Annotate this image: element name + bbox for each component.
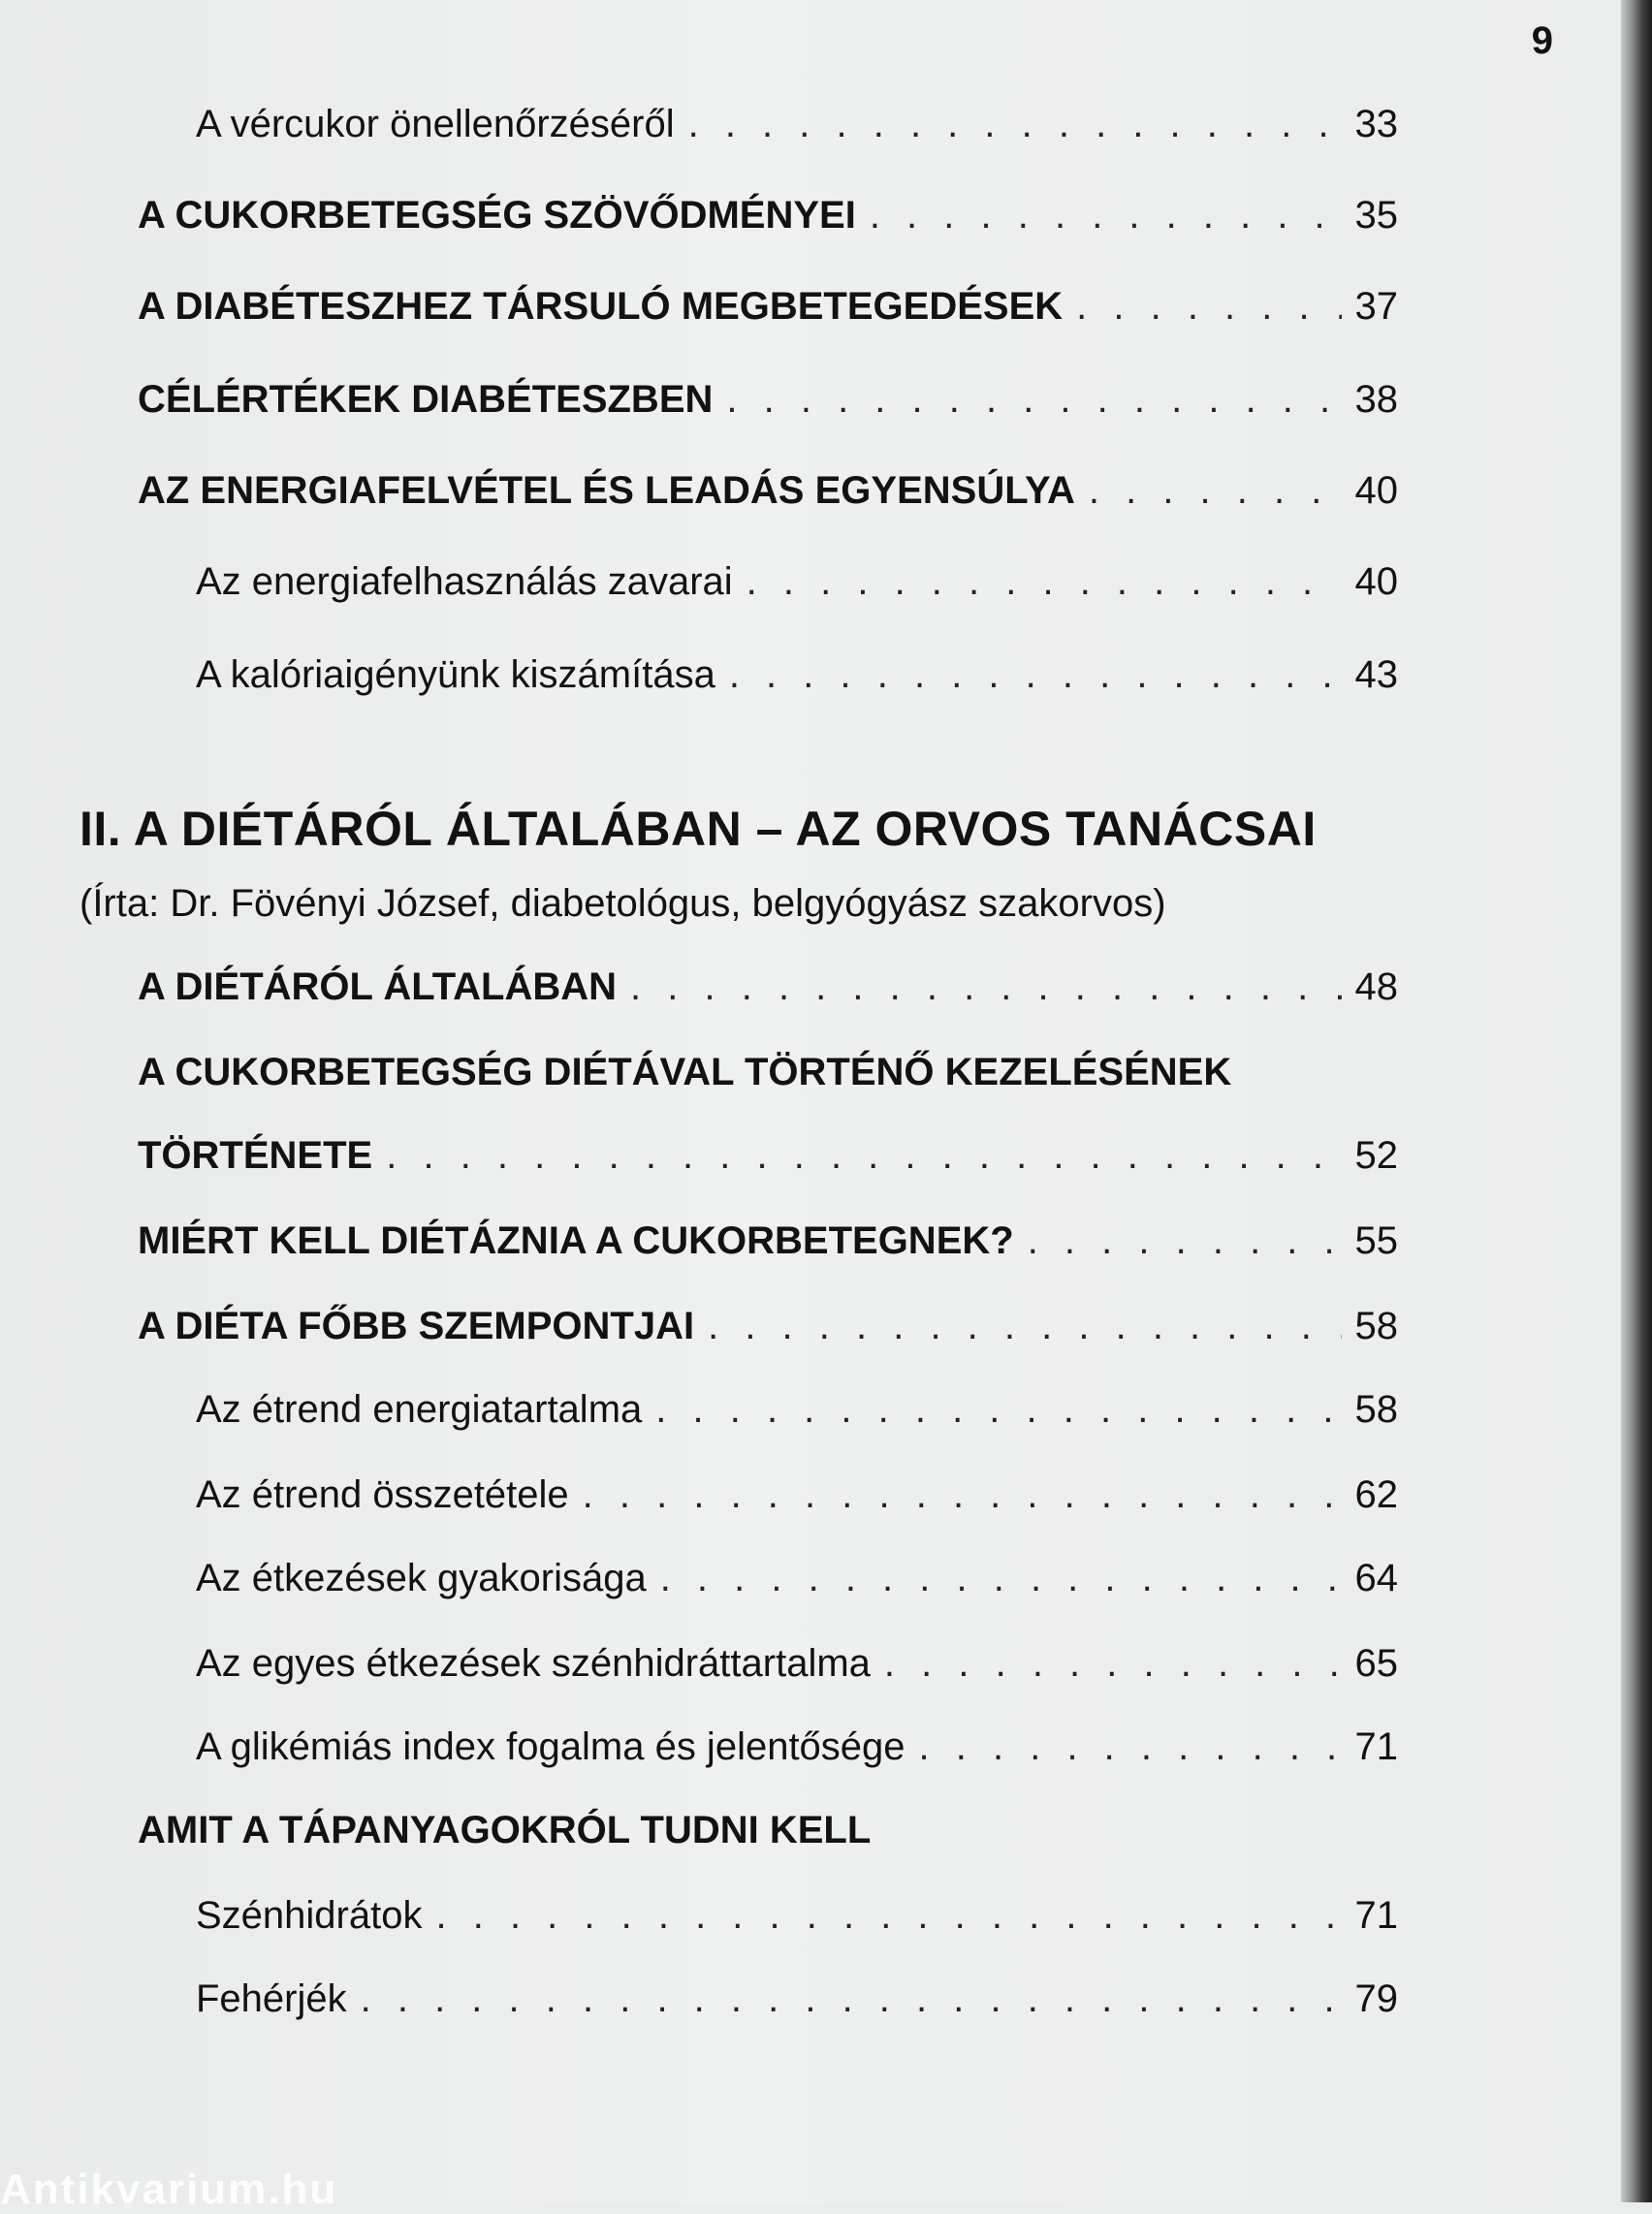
toc-entry-page: 43 [1354,653,1398,696]
toc-entry-page: 65 [1354,1642,1398,1685]
page-edge-shadow [1621,0,1652,2202]
toc-leader-dots [747,560,1342,604]
toc-leader-dots [660,1557,1342,1600]
toc-entry-title: Az étrend energiatartalma [196,1388,643,1431]
toc-entry-page: 35 [1354,194,1398,237]
toc-entry [0,965,1398,1009]
page-number: 9 [1531,19,1553,62]
toc-leader-dots [1028,1219,1342,1263]
toc-entry [0,1557,1398,1600]
toc-entry [0,194,1398,237]
toc-leader-dots [708,1305,1341,1348]
toc-entry-title: MIÉRT KELL DIÉTÁZNIA A CUKORBETEGNEK? [138,1219,1014,1262]
watermark: Antikvarium.hu [0,2166,338,2213]
toc-leader-dots [688,103,1342,146]
toc-entry-title: A DIÉTÁRÓL ÁLTALÁBAN [138,965,618,1008]
toc-entry-page: 33 [1354,103,1398,145]
toc-entry [0,1977,1398,2021]
toc-entry-title: Az étkezések gyakorisága [196,1557,647,1599]
toc-entry-page: 79 [1354,1977,1398,2020]
toc-entry-page: 71 [1354,1725,1398,1768]
toc-entry-page: 40 [1354,560,1398,603]
toc-entry-title: A CUKORBETEGSÉG SZÖVŐDMÉNYEI [138,194,856,237]
toc-leader-dots [919,1725,1342,1769]
toc-leader-dots [630,965,1341,1009]
toc-leader-dots [1076,285,1341,329]
toc-entry [0,653,1398,697]
toc-leader-dots [1089,469,1342,513]
toc-entry-title: CÉLÉRTÉKEK DIABÉTESZBEN [138,378,714,421]
toc-entry [0,1305,1398,1348]
toc-entry-page: 52 [1354,1134,1398,1177]
toc-entry-title: TÖRTÉNETE [138,1134,373,1177]
toc-entry [0,285,1398,329]
toc-entry-page: 48 [1354,965,1398,1008]
toc-entry-page: 58 [1354,1305,1398,1347]
toc-entry-title-line: A CUKORBETEGSÉG DIÉTÁVAL TÖRTÉNŐ KEZELÉSÉNEK [138,1051,1232,1093]
toc-entry [0,103,1398,146]
toc-entry [0,1725,1398,1769]
toc-entry-page: 55 [1354,1219,1398,1262]
toc-entry-title: A DIÉTA FŐBB SZEMPONTJAI [138,1305,695,1347]
toc-entry-page: 37 [1354,285,1398,328]
toc-entry [0,1134,1398,1178]
toc-leader-dots [870,194,1342,237]
toc-entry-title: Az étrend összetétele [196,1473,569,1516]
toc-entry [0,1219,1398,1263]
toc-entry [0,469,1398,513]
toc-entry-page: 64 [1354,1557,1398,1599]
toc-entry-page: 71 [1354,1894,1398,1937]
toc-entry-title: Az egyes étkezések szénhidráttartalma [196,1642,871,1685]
toc-leader-dots [726,378,1341,422]
toc-leader-dots [884,1642,1342,1686]
toc-entry-title: AZ ENERGIAFELVÉTEL ÉS LEADÁS EGYENSÚLYA [138,469,1075,512]
toc-leader-dots [386,1134,1341,1178]
toc-entry [0,1473,1398,1517]
part-author: (Írta: Dr. Fövényi József, diabetológus, belgyógyász szakorvos) [79,882,1166,925]
toc-entry [0,1894,1398,1938]
toc-entry-title: A glikémiás index fogalma és jelentősége [196,1725,905,1768]
toc-entry [0,1642,1398,1686]
toc-entry-title: Szénhidrátok [196,1894,423,1937]
toc-entry-page: 58 [1354,1388,1398,1431]
toc-leader-dots [361,1977,1342,2021]
toc-entry-page: 40 [1354,469,1398,512]
toc-entry-page: 62 [1354,1473,1398,1516]
toc-section-title: AMIT A TÁPANYAGOKRÓL TUDNI KELL [138,1809,872,1851]
toc-leader-dots [655,1388,1341,1432]
toc-leader-dots [435,1894,1341,1938]
toc-entry-title: A DIABÉTESZHEZ TÁRSULÓ MEGBETEGEDÉSEK [138,285,1064,328]
toc-entry-title: Az energiafelhasználás zavarai [196,560,733,603]
toc-entry [0,1388,1398,1432]
part-title: II. A DIÉTÁRÓL ÁLTALÁBAN – AZ ORVOS TANÁCSAI [79,802,1317,856]
toc-entry-title: A kalóriaigényünk kiszámítása [196,653,715,696]
toc-entry-page: 38 [1354,378,1398,421]
toc-entry [0,560,1398,604]
toc-entry-title: A vércukor önellenőrzéséről [196,103,675,145]
toc-leader-dots [729,653,1342,697]
toc-entry-title: Fehérjék [196,1977,347,2020]
toc-entry [0,378,1398,422]
toc-leader-dots [583,1473,1342,1517]
